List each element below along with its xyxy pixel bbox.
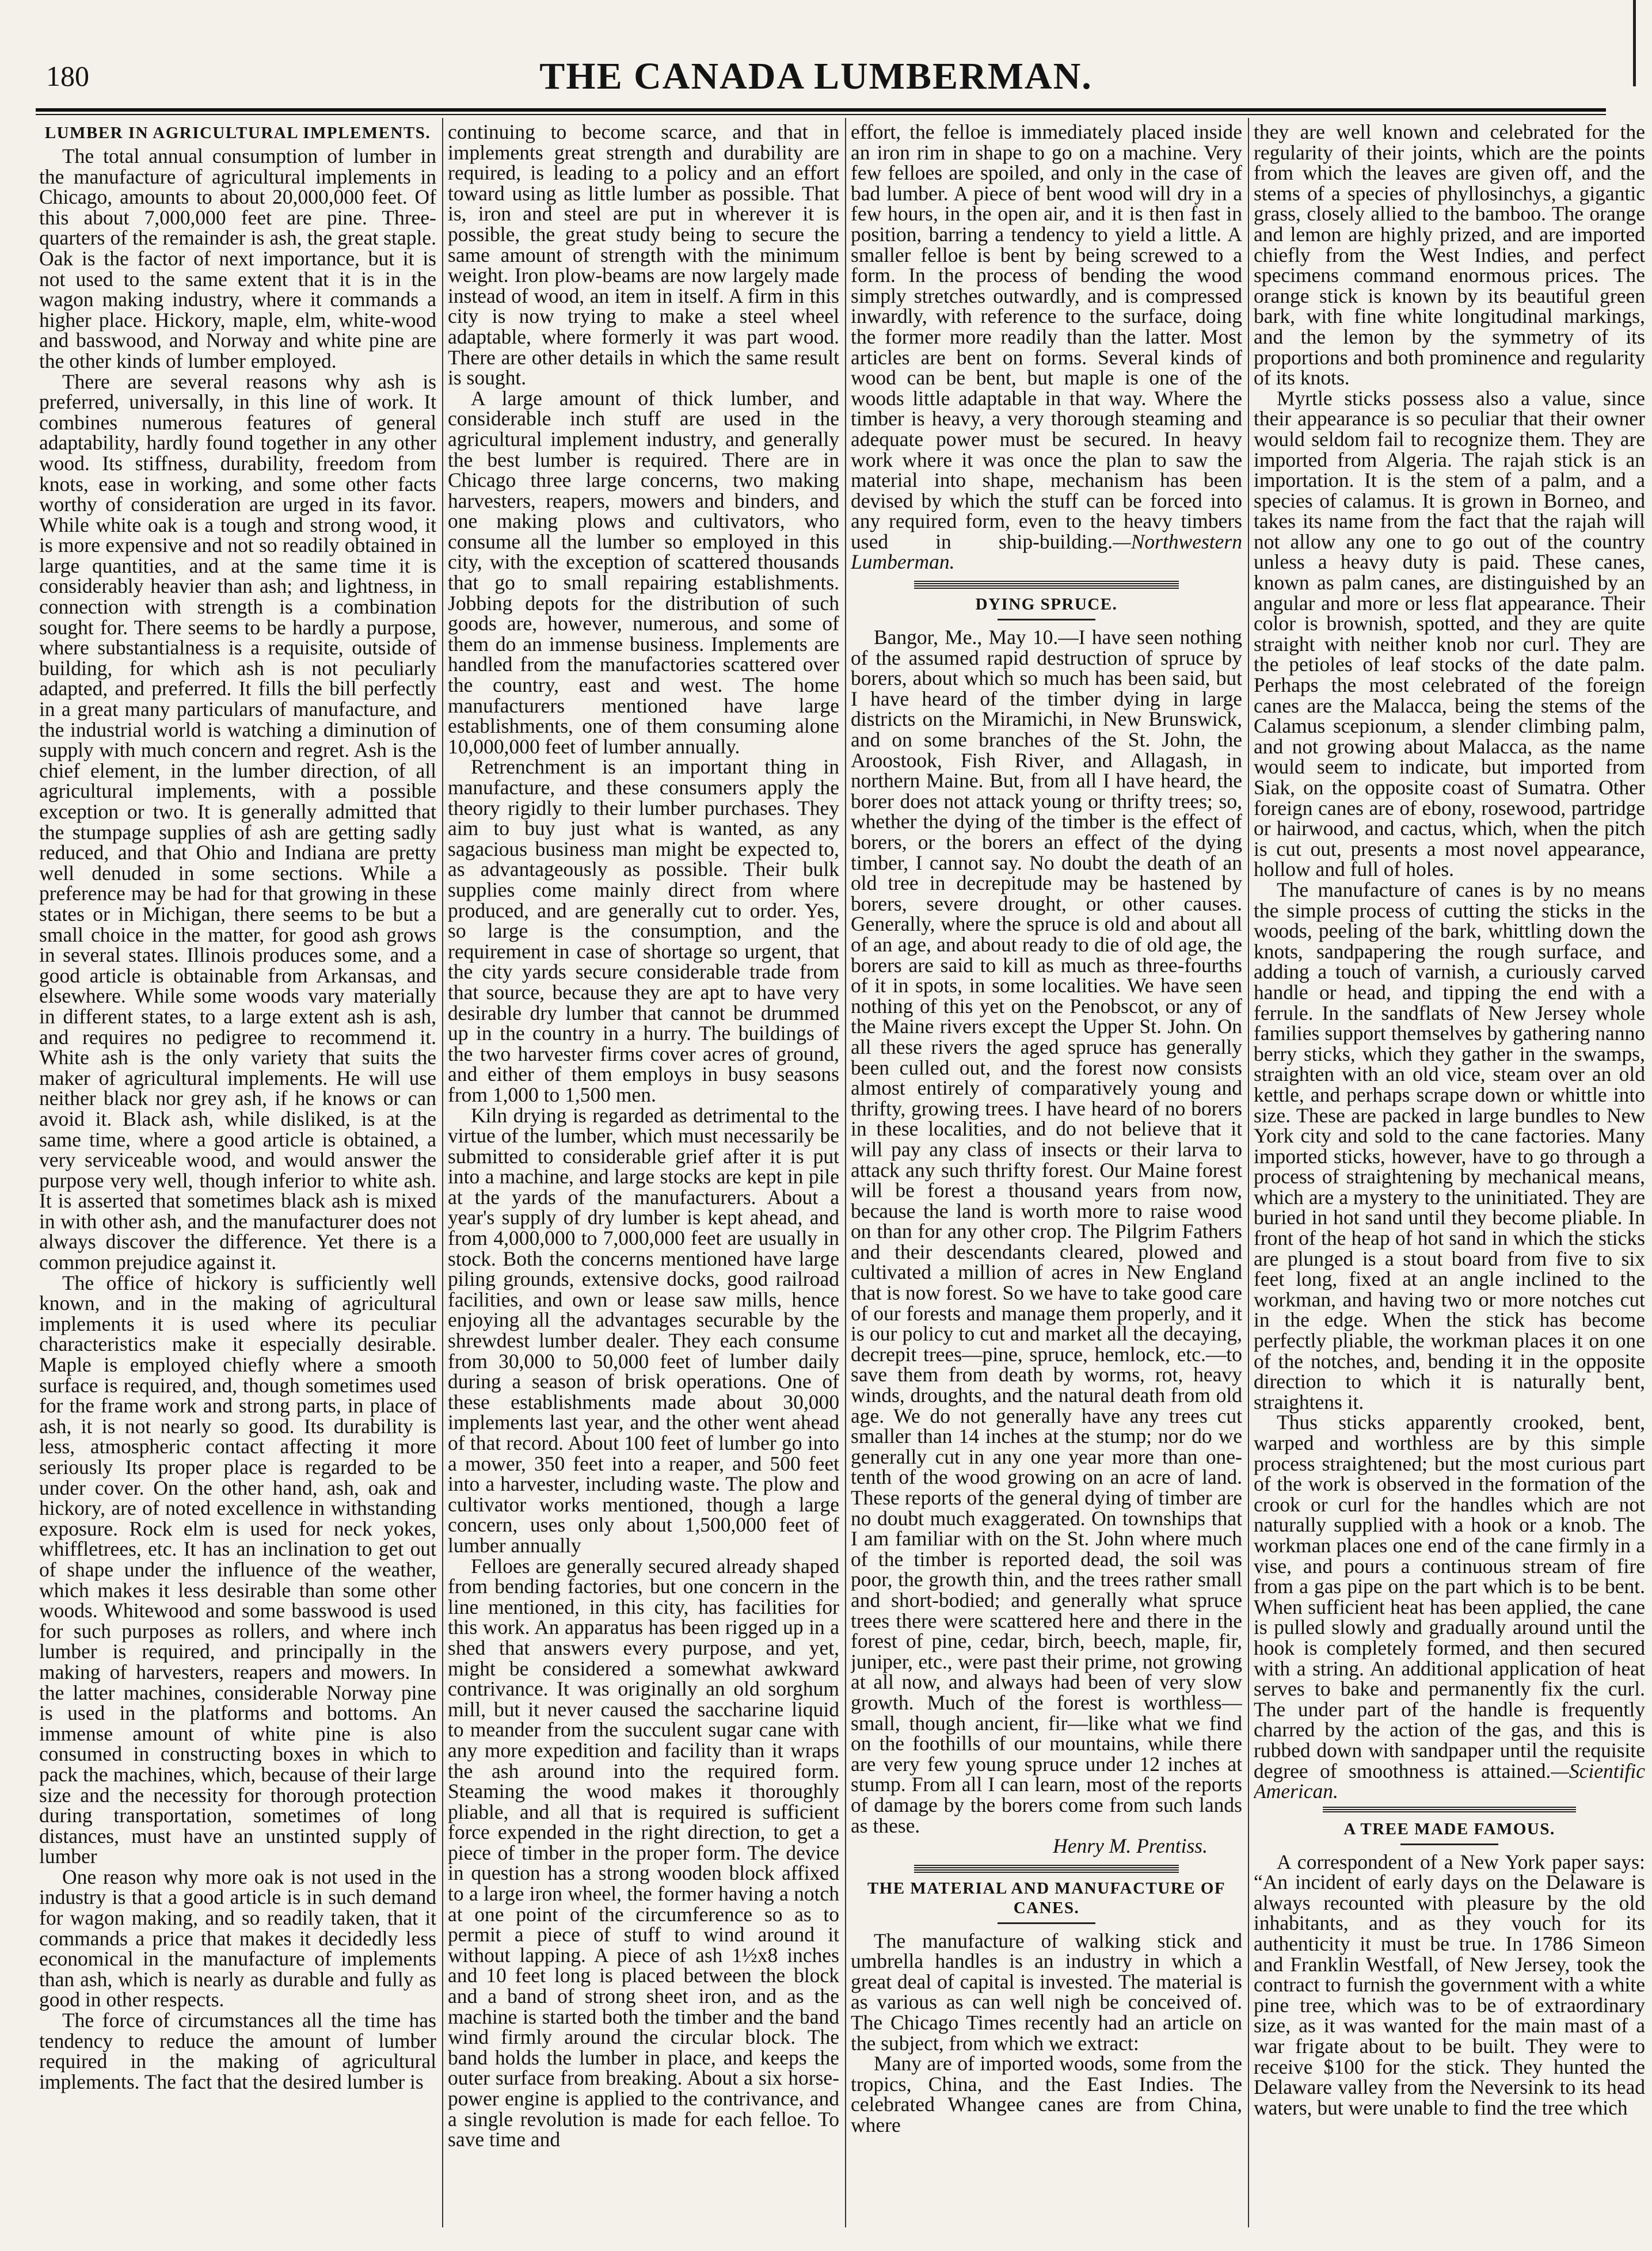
article-paragraph: One reason why more oak is not used in the industry is that a good article is in such demand for wagon making, and so readily taken, that it commands a price that makes it decidedly less economical in the manufacture of implements than ash, which is nearly as durable and fully as good in other respects. — [39, 1865, 436, 2012]
column-1 — [39, 122, 436, 2226]
heading-rule — [998, 619, 1095, 620]
article-paragraph: Thus sticks apparently crooked, bent, warped and worthless are by this simple process straightened; but the most curious part of the work is observed in the formation of the crook or curl for the handles which are not naturally supplied with a hook or a knob. The workman places one end of the cane firmly in a vise, and pours a continuous stream of fire from a gas pipe on the part which is to be bent. When sufficient heat has been applied, the cane is pulled slowly and gradually around until the hook is completely formed, and then secured with a string. An additional application of heat serves to bake and permanently fix the curl. The under part of the handle is frequently charred by the action of the gas, and this is rubbed down with sandpaper until the requisite degree of smoothness is attained.—Scientific American. — [1254, 1411, 1645, 1803]
article-paragraph: The manufacture of canes is by no means the simple process of cutting the sticks in the woods, peeling of the bark, whittling down the knots, sandpapering the rough surface, and adding a touch of varnish, a curiously carved handle or head, and tipping the end with a ferrule. In the sandflats of New Jersey whole families support themselves by gathering nanno berry sticks, which they gather in the swamps, straighten with an old vice, steam over an old kettle, and perhaps scrape down or whittle into size. These are packed in large bundles to New York city and sold to the cane factories. Many imported sticks, however, have to go through a process of straightening by mechanical means, which are a mystery to the uninitiated. They are buried in hot sand until they become pliable. In front of the heap of hot sand in which the sticks are plunged is a stout board from five to six feet long, fixed at an angle inclined to the workman, and having two or more notches cut in the edge. When the stick has become perfectly pliable, the workman places it on one of the notches, and, bending it in the opposite direction to which it is naturally bent, straightens it. — [1254, 878, 1645, 1414]
article-heading-tree: A TREE MADE FAMOUS. — [1343, 1819, 1555, 1838]
column-3 — [851, 122, 1242, 2226]
article-paragraph: A correspondent of a New York paper says: “An incident of early days on the Delaware is always recounted with pleasure by the old inhabitants, and as they vouch for its authenticity it must be true. In 1786 Simeon and Franklin Westfall, of New Jersey, took the contract to furnish the government with a white pine tree, which was to be of extraordinary size, as it was wanted for the main mast of a war frigate about to be built. They were to receive $100 for the stick. They hunted the Delaware valley from the Neversink to its head waters, but were unable to find the tree which — [1254, 1850, 1645, 2119]
section-divider — [1323, 1806, 1576, 1812]
article-heading-spruce: DYING SPRUCE. — [975, 595, 1118, 614]
heading-rule — [1400, 1844, 1498, 1845]
page-number: 180 — [46, 60, 89, 92]
article-paragraph: A large amount of thick lumber, and considerable inch stuff are used in the agricultural implement industry, and generally the best lumber is required. There are in Chicago three large concerns, two making harvesters, reapers, mowers and binders, and one making plows and cultivators, who consume all the lumber so employed in this city, with the exception of scattered thousands that go to small repairing establishments. Jobbing depots for the distribution of such goods are, however, numerous, and some of them do an immense business. Implements are handled from the manufactories scattered over the country, east and west. The home manufacturers mentioned have large establishments, one of them consuming alone 10,000,000 feet of lumber annually. — [448, 386, 839, 758]
article-paragraph: Felloes are generally secured already shaped from bending factories, but one concern in the line mentioned, in this city, has facilities for this work. An apparatus has been rigged up in a shed that answers every purpose, and yet, might be considered a somewhat awkward contrivance. It was originally an old sorghum mill, but it never caused the saccharine liquid to meander from the succulent sugar cane with any more expedition and facility than it wraps the ash around into the required form. Steaming the wood makes it thoroughly pliable, and all that is required is sufficient force expended in the right direction, to get a piece of timber in the proper form. The device in question has a strong wooden block affixed to a large iron wheel, the former having a notch at one point of the circumference so as to permit a piece of stuff to wind around it without lapping. A piece of ash 1½x8 inches and 10 feet long is placed between the block and a band of strong sheet iron, and as the machine is started both the timber and the band wind firmly around the circular block. The band holds the lumber in place, and keeps the outer surface from breaking. About a six horse-power engine is applied to the contrivance, and a single revolution is made for each felloe. To save time and — [448, 1554, 839, 2151]
article-paragraph: continuing to become scarce, and that in implements great strength and durability are required, is leading to a policy and an effort toward using as little lumber as possible. That is, iron and steel are put in wherever it is possible, the great study being to secure the same amount of strength with the minimum weight. Iron plow-beams are now largely made instead of wood, an item in itself. A firm in this city is now trying to make a steel wheel adaptable, where formerly it was part wood. There are other details in which the same result is sought. — [448, 122, 839, 390]
author-signature: Henry M. Prentiss. — [1053, 1834, 1208, 1858]
header-rule — [36, 108, 1606, 112]
column-2 — [448, 122, 839, 2226]
article-paragraph: effort, the felloe is immediately placed inside an iron rim in shape to go on a machine. Very few felloes are spoiled, and only in the case of bad lumber. A piece of bent wood will dry in a few hours, in the open air, and it is then fast in position, barring a tendency to yield a little. A smaller felloe is bent by being screwed to a form. In the process of bending the wood simply stretches outwardly, and is compressed inwardly, with reference to the surface, doing the former more readily than the latter. Most articles are bent on forms. Several kinds of wood can be bent, but maple is one of the woods little adaptable in that way. Where the timber is heavy, a very thorough steaming and adequate power must be secured. In heavy work where it was once the plan to saw the material into shape, mechanism has been devised by which the stuff can be forced into any required form, even to the heavy timbers used in ship-building.—Northwestern Lumberman. — [851, 122, 1242, 574]
column-rule — [1248, 118, 1249, 2227]
source-credit: —Scientific American. — [1254, 1759, 1645, 1803]
article-paragraph: Bangor, Me., May 10.—I have seen nothing of the assumed rapid destruction of spruce by borers, about which so much has been said, but I have heard of the timber dying in large districts on the Miramichi, in New Brunswick, and on some branches of the St. John, the Aroostook, Fish River, and Allagash, in northern Maine. But, from all I have heard, the borer does not attack young or thrifty trees; so, whether the dying of the timber is the effect of borers, or the borers an effect of the dying timber, I cannot say. No doubt the death of an old tree in decrepitude may be hastened by borers, severe drought, or other causes. Generally, where the spruce is old and about all of an age, and about ready to die of old age, the borers are said to kill as much as three-fourths of it in spots, in some localities. We have seen nothing of this yet on the Penobscot, or any of the Maine rivers except the Upper St. John. On all these rivers the aged spruce has generally been culled out, and the forest now consists almost entirely of comparatively young and thrifty, growing trees. I have heard of no borers in these localities, and do not believe that it will pay any class of insects or their larva to attack any such thrifty forest. Our Maine forest will be forest a thousand years from now, because the land is worth more to raise wood on than for any other crop. The Pilgrim Fathers and their descendants cleared, plowed and cultivated a million of acres in New England that is now forest. So we have to take good care of our forests and manage them properly, and it is our policy to cut and market all the decaying, decrepit trees—pine, spruce, hemlock, etc.—to save them from death by worms, rot, heavy winds, droughts, and the natural death from old age. We do not generally have any trees cut smaller than 14 inches at the stump; nor do we generally cut in any one year more than one-tenth of the wood growing on an acre of land. These reports of the general dying of timber are no doubt much exaggerated. On townships that I am familiar with on the St. John where much of the timber is reported dead, the soil was poor, the growth thin, and the trees rather small and short-bodied; and generally what spruce trees there were scattered here and there in the forest of pine, cedar, birch, beech, maple, fir, juniper, etc., were past their prime, not growing at all now, and always had been of very slow growth. Much of the forest is worthless—small, though ancient, fir—like what we find on the foothills of our mountains, while there are very few young spruce under 12 inches at stump. From all I can learn, most of the reports of damage by the borers come from such lands as these. — [851, 626, 1242, 1837]
column-4 — [1254, 122, 1645, 2226]
section-divider — [914, 1865, 1179, 1873]
article-paragraph: Kiln drying is regarded as detrimental to the virtue of the lumber, which must necessarily be submitted to considerable grief after it is put into a machine, and large stocks are kept in pile at the yards of the manufacturers. About a year's supply of dry lumber is kept ahead, and from 4,000,000 to 7,000,000 feet are usually in stock. Both the concerns mentioned have large piling grounds, extensive docks, good railroad facilities, and own or lease saw mills, hence enjoying all the advantages securable by the shrewdest lumber dealer. They each consume from 30,000 to 50,000 feet of lumber daily during a season of brisk operations. One of these establishments made about 30,000 implements last year, and the other went ahead of that record. About 100 feet of lumber go into a mower, 350 feet into a reaper, and 500 feet into a harvester, including waste. The plow and cultivator works mentioned, though a large concern, uses only about 1,500,000 feet of lumber annually — [448, 1103, 839, 1557]
header-rule-thin — [36, 114, 1606, 115]
article-paragraph: The total annual consumption of lumber in the manufacture of agricultural implements in Chicago, amounts to about 20,000,000 feet. Of this about 7,000,000 feet are pine. Three-quarters of the remainder is ash, the great staple. Oak is the factor of next importance, but it is not used to the same extent that it is in the wagon making industry, where it commands a higher place. Hickory, maple, elm, white-wood and basswood, and Norway and white pine are the other kinds of lumber employed. — [39, 144, 436, 372]
article-paragraph: Retrenchment is an important thing in manufacture, and these consumers apply the theory rigidly to their lumber purchases. They aim to buy just what is wanted, as any sagacious business man might be expected to, as advantageously as possible. Their bulk supplies come mainly direct from where produced, and are generally cut to order. Yes, so large is the consumption, and the requirement in case of shortage so urgent, that the city yards secure considerable trade from that source, because they are apt to have very desirable dry lumber that cannot be drummed up in the country in a hurry. The buildings of the two harvester firms cover acres of ground, and either of them employs in busy seasons from 1,000 to 1,500 men. — [448, 755, 839, 1106]
article-paragraph: The manufacture of walking stick and umbrella handles is an industry in which a great deal of capital is invested. The material is as various as can well nigh be conceived of. The Chicago Times recently had an article on the subject, from which we extract: — [851, 1929, 1242, 2055]
newspaper-title: THE CANADA LUMBERMAN. — [539, 55, 1093, 97]
source-credit: —Northwestern Lumberman. — [851, 530, 1242, 574]
article-paragraph: The force of circumstances all the time has tendency to reduce the amount of lumber required in the making of agricultural implements. The fact that the desired lumber is — [39, 2009, 436, 2093]
page-header — [46, 55, 1586, 106]
article-paragraph: There are several reasons why ash is preferred, universally, in this line of work. It combines numerous features of general adaptability, hardly found together in any other wood. Its stiffness, durability, freedom from knots, ease in working, and some other facts worthy of consideration are urged in its favor. While white oak is a tough and strong wood, it is more expensive and not so readily obtained in large quantities, and at the same time it is considerably heavier than ash; and lightness, in connection with strength is a combination sought for. There seems to be hardly a purpose, where substantialness is a requisite, outside of building, for which ash is not peculiarly adapted, and preferred. It fills the bill perfectly in a great many particulars of manufacture, and the industrial world is watching a diminution of supply with much concern and regret. Ash is the chief element, in the lumber direction, of all agricultural implements, with a possible exception or two. It is generally admitted that the stumpage supplies of ash are getting sadly reduced, and that Ohio and Indiana are pretty well denuded in some sections. While a preference may be had for that growing in these states or in Michigan, there seems to be but a small choice in the matter, for good ash grows in several states. Illinois produces some, and a good article is obtainable from Arkansas, and elsewhere. While some woods vary materially in different states, to a large extent ash is ash, and requires no pedigree to recommend it. White ash is the only variety that suits the maker of agricultural implements. He will use neither black nor grey ash, if he knows or can avoid it. Black ash, while disliked, is at the same time, where a good article is obtained, a very serviceable wood, and would answer the purpose very well, though inferior to white ash. It is asserted that sometimes black ash is mixed in with other ash, and the manufacturer does not always discover the difference. Yet there is a common prejudice against it. — [39, 370, 436, 1274]
section-divider — [914, 581, 1179, 589]
column-rule — [442, 118, 443, 2227]
article-paragraph: The office of hickory is sufficiently well known, and in the making of agricultural implements it is used where its peculiar characteristics make it especially desirable. Maple is employed chiefly where a smooth surface is required, and, though sometimes used for the frame work and strong parts, in place of ash, it is not nearly so good. Its durability is less, atmospheric contact affecting it more seriously Its proper place is regarded to be under cover. On the other hand, ash, oak and hickory, are of noted excellence in withstanding exposure. Rock elm is used for neck yokes, whiffletrees, etc. It has an inclination to get out of shape under the influence of the weather, which makes it less desirable than some other woods. Whitewood and some basswood is used for such purposes as rollers, and where inch lumber is required, and principally in the making of harvesters, reapers and mowers. In the latter machines, considerable Norway pine is used in the platforms and bottoms. An immense amount of white pine is also consumed in constructing boxes in which to pack the machines, which, because of their large size and the necessity for thorough protection during transportation, sometimes of long distances, must have an unstinted supply of lumber — [39, 1271, 436, 1868]
article-heading-canes: THE MATERIAL AND MANUFACTURE OF CANES. — [867, 1879, 1226, 1917]
column-rule — [845, 118, 846, 2227]
article-paragraph: Myrtle sticks possess also a value, since their appearance is so peculiar that their owner would seldom fail to recognize them. They are imported from Algeria. The rajah stick is an importation. It is the stem of a palm, and a species of calamus. It is grown in Borneo, and takes its name from the fact that the rajah will not allow any one to go out of the country unless a heavy duty is paid. These canes, known as palm canes, are distinguished by an angular and more or less flat appearance. Their color is brownish, spotted, and they are quite straight with neither knob nor curl. They are the petioles of leaf stocks of the date palm. Perhaps the most celebrated of the foreign canes are the Malacca, being the stems of the Calamus scepionum, a slender climbing palm, and not growing about Malacca, as the name would seem to indicate, but imported from Siak, on the opposite coast of Sumatra. Other foreign canes are of ebony, rosewood, partridge or hairwood, and cactus, which, when the pitch is cut out, presents a most novel appearance, hollow and full of holes. — [1254, 386, 1645, 881]
article-paragraph: they are well known and celebrated for the regularity of their joints, which are the points from which the leaves are given off, and the stems of a species of phyllosinchys, a gigantic grass, closely allied to the bamboo. The orange and lemon are highly prized, and are imported chiefly from the West Indies, and perfect specimens command enormous prices. The orange stick is known by its beautiful green bark, with fine white longitudinal markings, and the lemon by the symmetry of its proportions and both prominence and regularity of its knots. — [1254, 122, 1645, 390]
page-edge-mark — [1633, 0, 1636, 86]
article-paragraph: Many are of imported woods, some from the tropics, China, and the East Indies. The celebrated Whangee canes are from China, where — [851, 2052, 1242, 2137]
article-heading-lumber: LUMBER IN AGRICULTURAL IMPLEMENTS. — [44, 124, 431, 142]
heading-rule — [998, 1922, 1095, 1924]
